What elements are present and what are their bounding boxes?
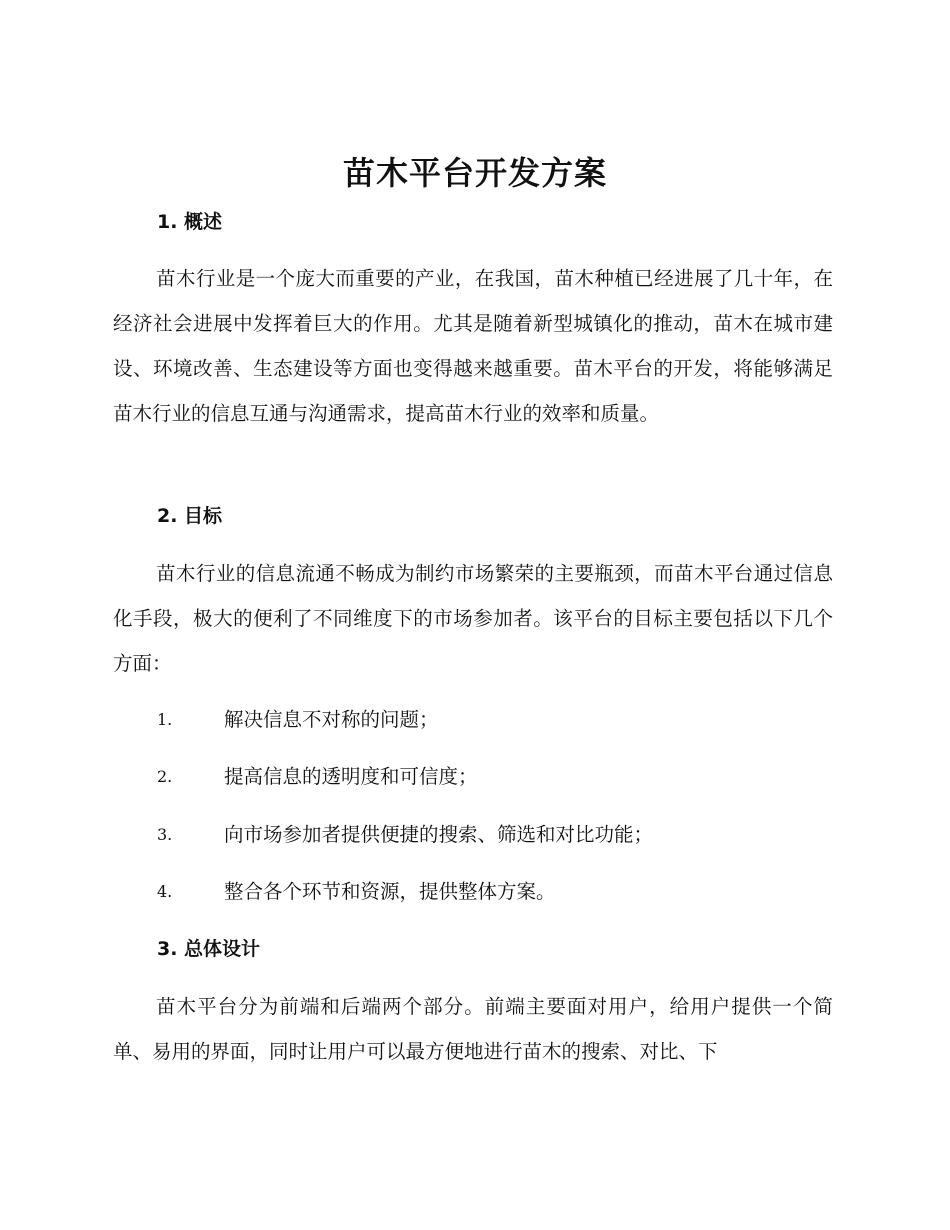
- list-item-number: 3.: [157, 825, 173, 844]
- list-item-text: 整合各个环节和资源，提供整体方案。: [224, 880, 556, 903]
- paragraph-goals: 苗木行业的信息流通不畅成为制约市场繁荣的主要瓶颈，而苗木平台通过信息化手段，极大的便利了不同维度下的市场参加者。该平台的目标主要包括以下几个方面：: [113, 562, 833, 675]
- paragraph-overall-design: 苗木平台分为前端和后端两个部分。前端主要面对用户，给用户提供一个简单、易用的界面，同时让用户可以最方便地进行苗木的搜索、对比、下: [113, 995, 833, 1063]
- list-item-number: 4.: [157, 882, 173, 901]
- list-item-text: 解决信息不对称的问题；: [224, 708, 439, 731]
- section-heading-overview: 1. 概述: [157, 211, 223, 233]
- paragraph-overview: 苗木行业是一个庞大而重要的产业，在我国，苗木种植已经进展了几十年，在经济社会进展中发挥着巨大的作用。尤其是随着新型城镇化的推动，苗木在城市建设、环境改善、生态建设等方面也变得越来越重要。苗木平台的开发，将能够满足苗木行业的信息互通与沟通需求，提高苗木行业的效率和质量。: [113, 267, 833, 425]
- list-item-text: 提高信息的透明度和可信度；: [224, 765, 478, 788]
- section-heading-overall-design: 3. 总体设计: [157, 938, 261, 960]
- list-item-text: 向市场参加者提供便捷的搜索、筛选和对比功能；: [224, 823, 654, 846]
- document-title: 苗木平台开发方案: [342, 154, 607, 192]
- list-item-number: 2.: [157, 767, 173, 786]
- list-item-number: 1.: [157, 710, 173, 729]
- section-heading-goals: 2. 目标: [157, 505, 223, 527]
